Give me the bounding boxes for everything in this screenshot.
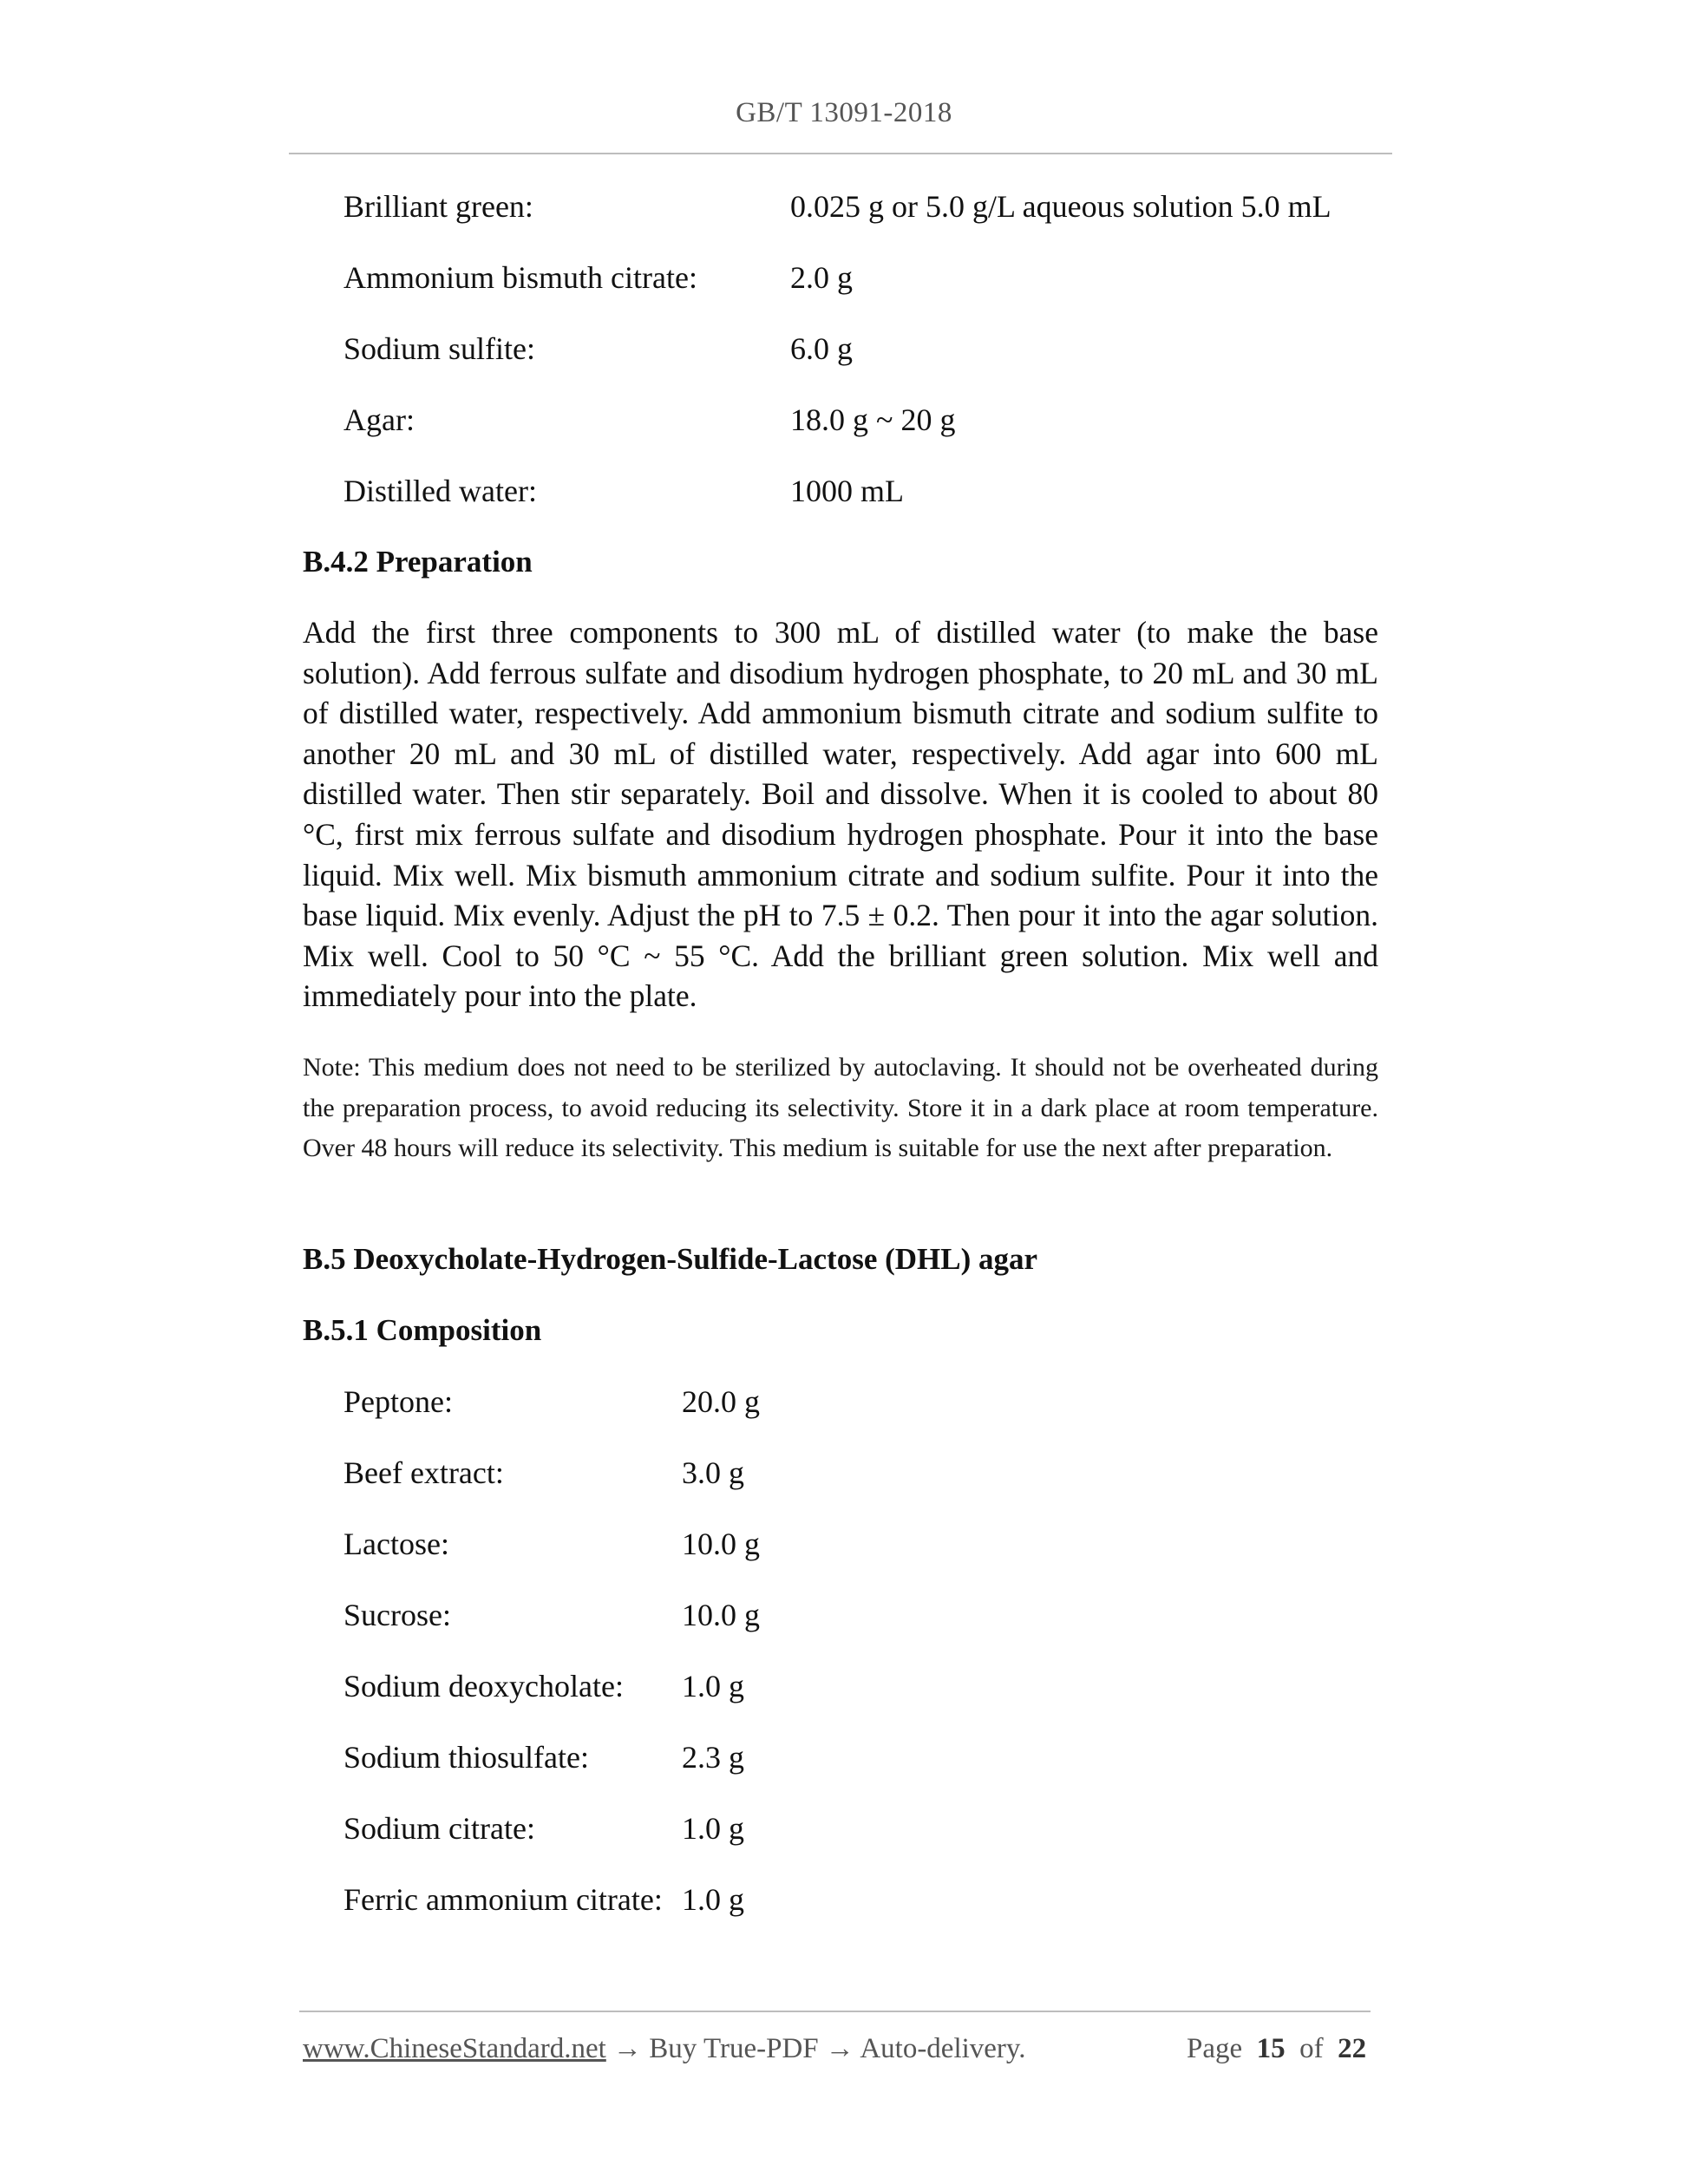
auto-delivery-text: Auto-delivery. <box>860 2033 1026 2064</box>
ingredient-amount: 1.0 g <box>682 1811 744 1846</box>
ingredient-amount: 3.0 g <box>682 1455 744 1490</box>
header-divider <box>289 153 1392 154</box>
ingredient-amount: 1.0 g <box>682 1669 744 1703</box>
arrow-right-icon: → <box>605 2033 650 2064</box>
ingredient-amount: 18.0 g ~ 20 g <box>790 402 956 437</box>
page-label: Page <box>1187 2033 1243 2064</box>
buy-pdf-text: Buy True-PDF <box>649 2033 819 2064</box>
preparation-note: Note: This medium does not need to be sterilized by autoclaving. It should not be overheated during the preparation process, to avoid reducing its selectivity. Store it in a dark place at room temperature. Over 48 hours will reduce its selectivity. This medium is suitable for use the next after preparation. <box>303 1053 1378 1162</box>
ingredient-amount: 1000 mL <box>790 474 904 508</box>
ingredient-amount: 1.0 g <box>682 1882 744 1917</box>
ingredient-label: Sodium thiosulfate: <box>343 1740 589 1775</box>
page-total: 22 <box>1338 2033 1367 2064</box>
ingredient-amount: 10.0 g <box>682 1598 760 1632</box>
ingredient-label: Distilled water: <box>343 474 537 508</box>
ingredient-label: Ammonium bismuth citrate: <box>343 260 697 295</box>
document-id: GB/T 13091-2018 <box>736 97 952 128</box>
website-link[interactable]: www.ChineseStandard.net <box>303 2033 606 2064</box>
arrow-right-icon: → <box>818 2033 860 2064</box>
footer-promo <box>303 2033 1026 2065</box>
section-heading-b5: B.5 Deoxycholate-Hydrogen-Sulfide-Lactose (DHL) agar <box>303 1242 1038 1276</box>
ingredient-amount: 2.3 g <box>682 1740 744 1775</box>
ingredient-label: Agar: <box>343 402 415 437</box>
page-current: 15 <box>1256 2033 1286 2064</box>
ingredient-label: Ferric ammonium citrate: <box>343 1882 663 1917</box>
ingredient-amount: 2.0 g <box>790 260 853 295</box>
ingredient-label: Peptone: <box>343 1384 453 1419</box>
footer-divider <box>299 2011 1371 2012</box>
of-label: of <box>1299 2033 1324 2064</box>
section-heading-b51: B.5.1 Composition <box>303 1313 542 1347</box>
ingredient-amount: 10.0 g <box>682 1527 760 1561</box>
ingredient-amount: 6.0 g <box>790 331 853 366</box>
ingredient-amount: 20.0 g <box>682 1384 760 1419</box>
section-heading-b42: B.4.2 Preparation <box>303 545 533 579</box>
page-number <box>1187 2033 1366 2065</box>
ingredient-label: Brilliant green: <box>343 189 533 224</box>
ingredient-label: Lactose: <box>343 1527 449 1561</box>
ingredient-label: Sodium sulfite: <box>343 331 536 366</box>
ingredient-amount: 0.025 g or 5.0 g/L aqueous solution 5.0 mL <box>790 189 1331 224</box>
ingredient-label: Sucrose: <box>343 1598 451 1632</box>
preparation-paragraph: Add the first three components to 300 mL of distilled water (to make the base solution). Add ferrous sulfate and disodium hydrogen phosphate, to 20 mL and 30 mL of distilled water, respectively. Add ammonium bismuth citrate and sodium sulfite to another 20 mL and 30 mL of distilled water, respectively. Add agar into 600 mL distilled water. Then stir separately. Boil and dissolve. When it is cooled to about 80 °C, first mix ferrous sulfate and disodium hydrogen phosphate. Pour it into the base liquid. Mix well. Mix bismuth ammonium citrate and sodium sulfite. Pour it into the base liquid. Mix evenly. Adjust the pH to 7.5 ± 0.2. Then pour it into the agar solution. Mix well. Cool to 50 °C ~ 55 °C. Add the brilliant green solution. Mix well and immediately pour into the plate. <box>303 615 1378 1014</box>
ingredient-label: Sodium deoxycholate: <box>343 1669 624 1703</box>
ingredient-label: Sodium citrate: <box>343 1811 535 1846</box>
ingredient-label: Beef extract: <box>343 1455 504 1490</box>
